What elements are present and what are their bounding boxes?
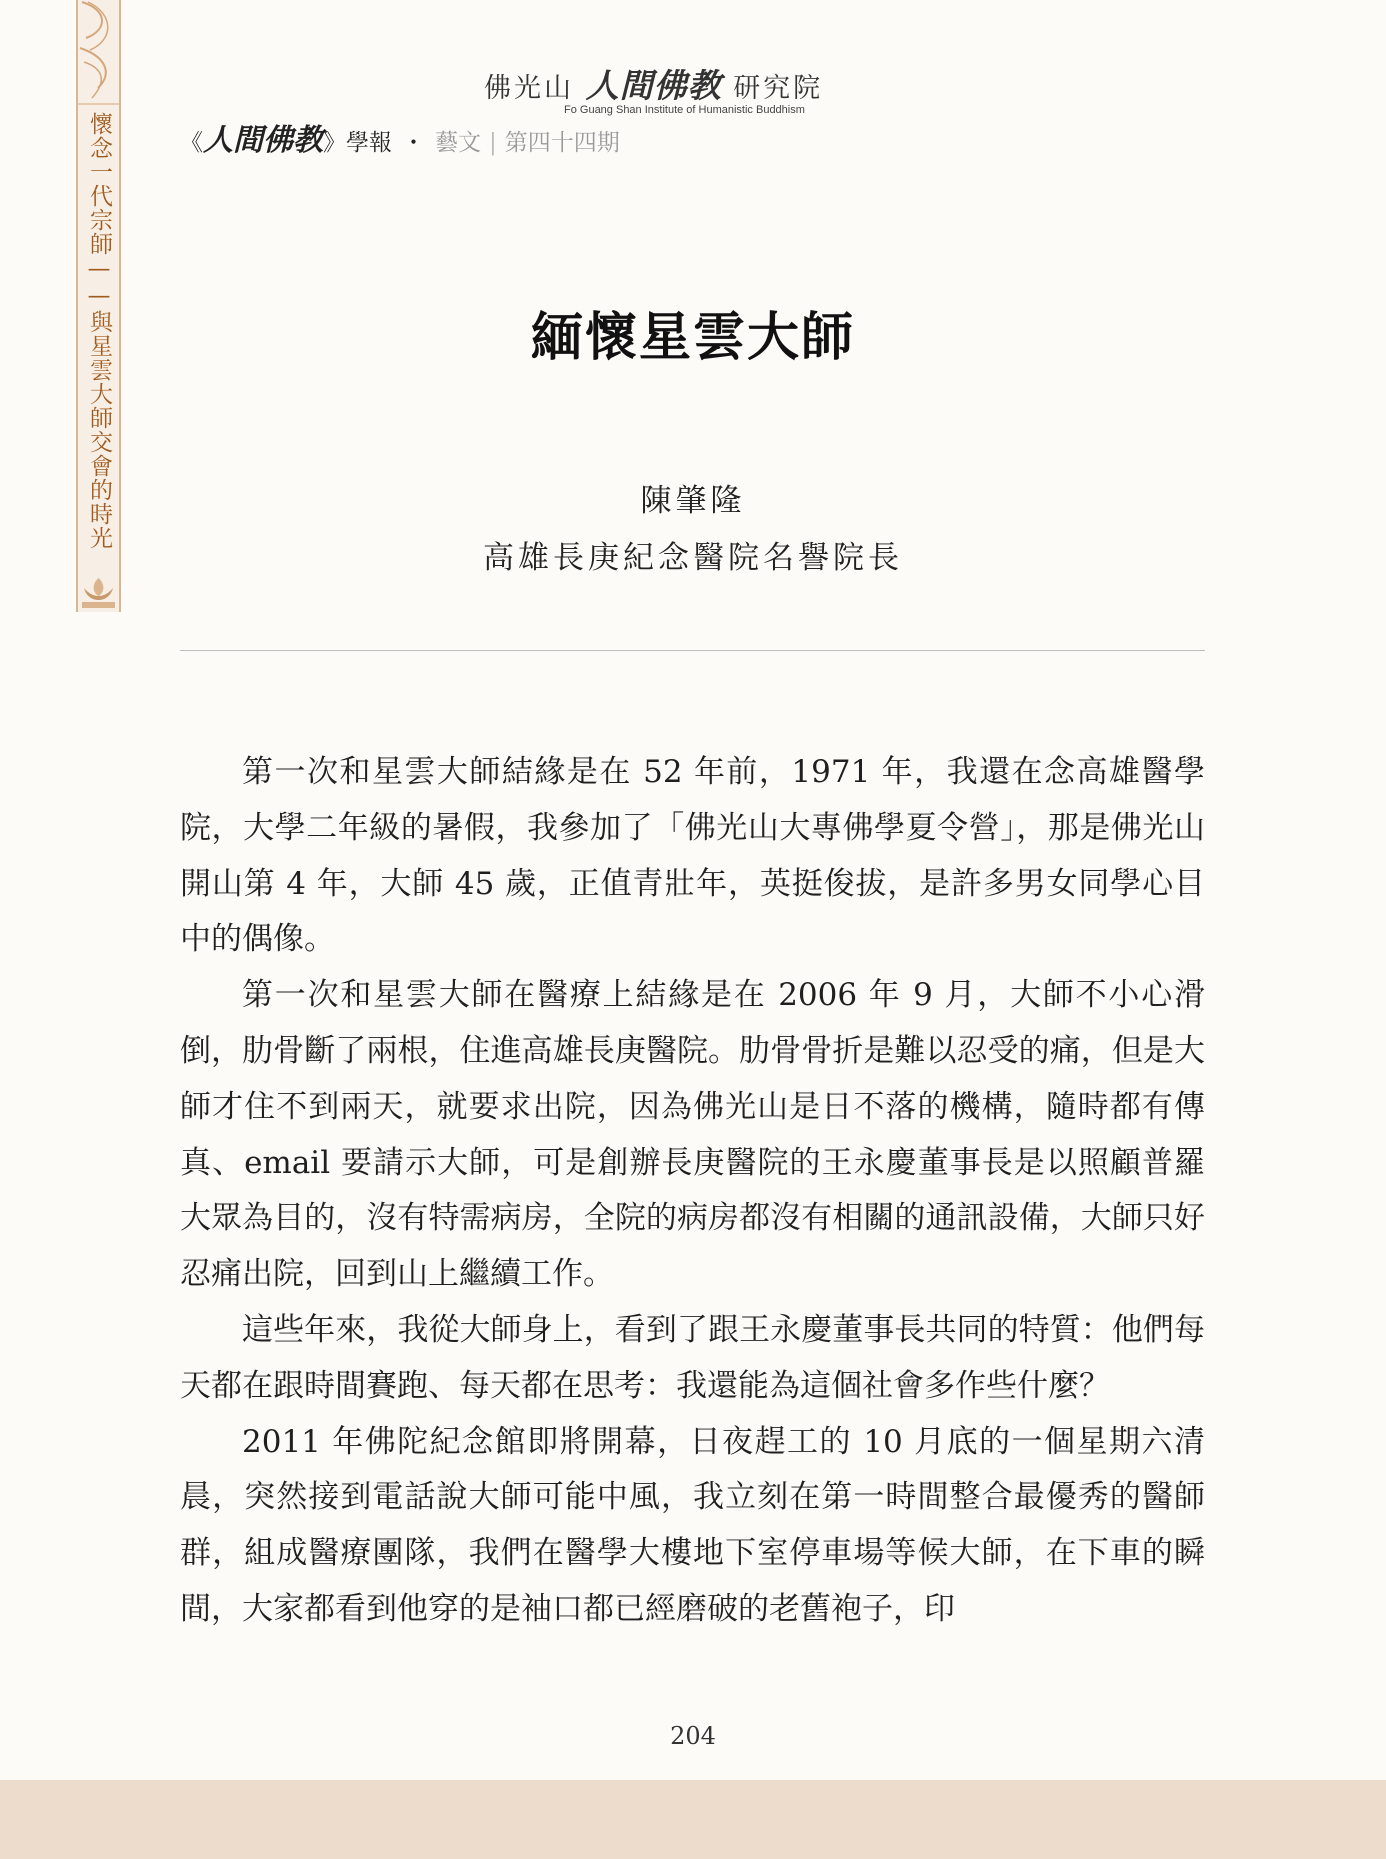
body-paragraph: 第一次和星雲大師結緣是在 52 年前，1971 年，我還在念高雄醫學院，大學二年級的暑假，我參加了「佛光山大專佛學夏令營」，那是佛光山開山第 4 年，大師 45 歲，正值青壯年，英挺俊拔，是許多男女同學心目中的偶像。: [180, 754, 1205, 958]
institute-brand: 人間佛教: [585, 66, 722, 105]
article-title: 緬懷星雲大師: [530, 307, 855, 368]
body-paragraph: 這些年來，我從大師身上，看到了跟王永慶董事長共同的特質：他們每天都在跟時間賽跑、每天都在思考：我還能為這個社會多作些什麼？: [180, 1311, 1205, 1404]
wave-ornament-icon: [78, 0, 119, 105]
institute-header: [484, 60, 914, 116]
body-paragraph: 2011 年佛陀紀念館即將開幕，日夜趕工的 10 月底的一個星期六清晨，突然接到電話說大師可能中風，我立刻在第一時間整合最優秀的醫師群，組成醫療團隊，我們在醫學大樓地下室停車場等候大師，在下車的瞬間，大家都看到他穿的是袖口都已經磨破的老舊袍子，印: [180, 1423, 1205, 1627]
author-affiliation: 高雄長庚紀念醫院名譽院長: [483, 540, 903, 576]
side-tab-label: 懷念一代宗師——與星雲大師交會的時光: [86, 112, 112, 550]
article-author: 陳肇隆: [640, 483, 746, 519]
journal-close-bracket: 》: [323, 130, 346, 156]
journal-word: 學報: [346, 130, 392, 156]
institute-suffix: 研究院: [733, 73, 824, 104]
journal-dot: ・: [402, 130, 425, 156]
title-divider: [180, 650, 1205, 651]
section-name: 藝文: [435, 130, 481, 156]
institute-prefix: 佛光山: [484, 73, 574, 104]
article-body: [180, 745, 1205, 1638]
institute-name: [484, 60, 914, 107]
institute-english-name: Fo Guang Shan Institute of Humanistic Buddhism: [564, 104, 805, 116]
lotus-ornament-icon: [78, 574, 119, 612]
journal-running-head: [180, 115, 620, 159]
header-separator: |: [489, 130, 497, 156]
journal-brand: 人間佛教: [203, 123, 323, 158]
journal-open-bracket: 《: [180, 130, 203, 156]
page-number: 204: [670, 1722, 716, 1750]
issue-number: 第四十四期: [504, 130, 620, 156]
footer-band: [0, 1780, 1386, 1859]
body-paragraph: 第一次和星雲大師在醫療上結緣是在 2006 年 9 月，大師不小心滑倒，肋骨斷了兩根，住進高雄長庚醫院。肋骨骨折是難以忍受的痛，但是大師才住不到兩天，就要求出院，因為佛光山是日不落的機構，隨時都有傳真、email 要請示大師，可是創辦長庚醫院的王永慶董事長是以照顧普羅大眾為目的，沒有特需病房，全院的病房都沒有相關的通訊設備，大師只好忍痛出院，回到山上繼續工作。: [180, 977, 1205, 1293]
